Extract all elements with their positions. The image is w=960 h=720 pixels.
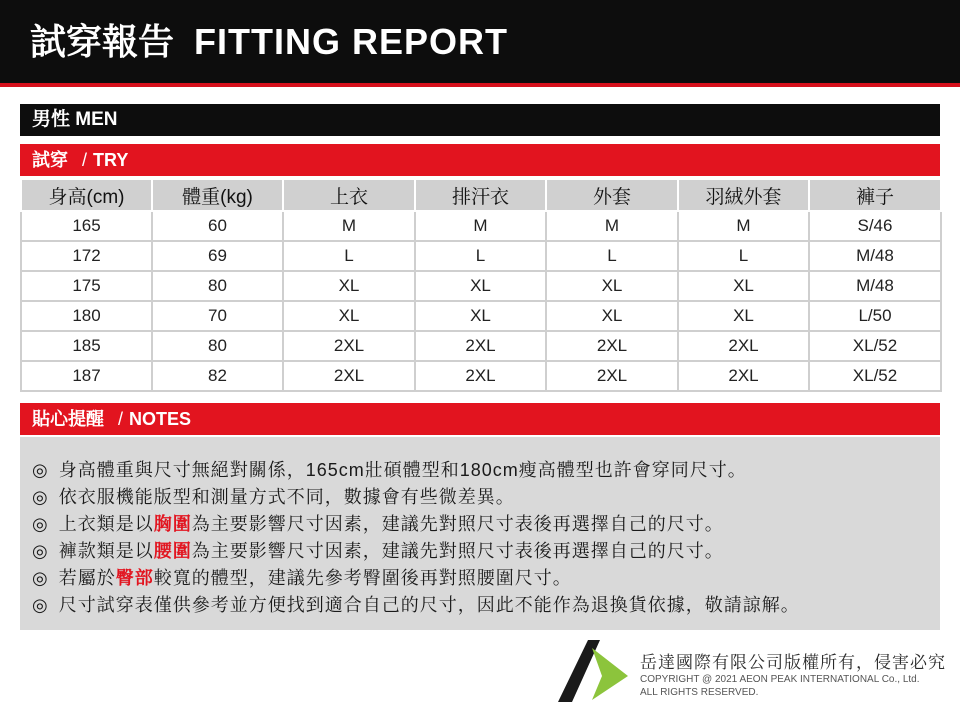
table-cell: 60 bbox=[152, 211, 283, 241]
header-sweat-shirt: 排汗衣 bbox=[415, 179, 546, 211]
header-jacket: 外套 bbox=[546, 179, 678, 211]
table-cell: L bbox=[415, 241, 546, 271]
try-label-en: TRY bbox=[93, 150, 129, 170]
note-text: 上衣類是以 bbox=[58, 514, 154, 534]
table-cell: 2XL bbox=[283, 331, 415, 361]
try-bar bbox=[20, 144, 940, 176]
table-cell: XL bbox=[415, 301, 546, 331]
table-cell: 175 bbox=[21, 271, 152, 301]
copyright-en-line2: ALL RIGHTS RESERVED. bbox=[640, 687, 759, 698]
table-cell: 2XL bbox=[546, 331, 678, 361]
table-cell: M/48 bbox=[809, 241, 941, 271]
table-cell: L bbox=[283, 241, 415, 271]
table-cell: 70 bbox=[152, 301, 283, 331]
bullet-icon: ◎ bbox=[32, 514, 49, 534]
note-highlight: 腰圍 bbox=[153, 541, 192, 561]
note-text: 尺寸試穿表僅供參考並方便找到適合自己的尺寸，因此不能作為退換貨依據，敬請諒解。 bbox=[58, 595, 800, 615]
page-title bbox=[30, 20, 508, 64]
note-item bbox=[32, 538, 940, 565]
table-cell: 2XL bbox=[678, 331, 809, 361]
table-cell: 69 bbox=[152, 241, 283, 271]
note-text: 若屬於 bbox=[58, 568, 116, 588]
notes-list bbox=[20, 437, 940, 630]
notes-bar bbox=[20, 403, 940, 435]
table-cell: 2XL bbox=[415, 361, 546, 391]
table-cell: L bbox=[546, 241, 678, 271]
header-weight: 體重(kg) bbox=[152, 179, 283, 211]
notes-label-cn: 貼心提醒 bbox=[32, 409, 104, 429]
copyright-en-line1: COPYRIGHT @ 2021 AEON PEAK INTERNATIONAL Co., Ltd. bbox=[640, 674, 920, 685]
table-cell: 172 bbox=[21, 241, 152, 271]
note-text: 身高體重與尺寸無絕對關係，165cm壯碩體型和180cm瘦高體型也許會穿同尺寸。 bbox=[58, 460, 747, 480]
table-cell: 185 bbox=[21, 331, 152, 361]
section-men-label: 男性 MEN bbox=[32, 109, 118, 130]
table-cell: 82 bbox=[152, 361, 283, 391]
bullet-icon: ◎ bbox=[32, 595, 49, 615]
table-cell: M/48 bbox=[809, 271, 941, 301]
table-row bbox=[21, 271, 941, 301]
table-cell: 80 bbox=[152, 271, 283, 301]
table-cell: 2XL bbox=[415, 331, 546, 361]
table-cell: XL bbox=[678, 301, 809, 331]
bullet-icon: ◎ bbox=[32, 460, 49, 480]
header-height: 身高(cm) bbox=[21, 179, 152, 211]
table-cell: XL/52 bbox=[809, 331, 941, 361]
copyright-cn: 岳達國際有限公司版權所有，侵害必究 bbox=[640, 653, 946, 672]
table-cell: M bbox=[283, 211, 415, 241]
header-accent-line bbox=[0, 83, 960, 87]
title-cn: 試穿報告 bbox=[30, 21, 175, 62]
table-cell: XL bbox=[283, 271, 415, 301]
note-item bbox=[32, 457, 940, 484]
table-cell: XL bbox=[546, 301, 678, 331]
table-cell: 2XL bbox=[283, 361, 415, 391]
table-cell: S/46 bbox=[809, 211, 941, 241]
table-cell: XL bbox=[678, 271, 809, 301]
header-bar bbox=[0, 0, 960, 83]
table-cell: L bbox=[678, 241, 809, 271]
bullet-icon: ◎ bbox=[32, 568, 49, 588]
note-highlight: 胸圍 bbox=[153, 514, 192, 534]
note-item bbox=[32, 565, 940, 592]
note-text: 褲款類是以 bbox=[58, 541, 154, 561]
table-cell: 2XL bbox=[678, 361, 809, 391]
table-cell: 187 bbox=[21, 361, 152, 391]
title-en: FITTING REPORT bbox=[194, 21, 509, 62]
try-slash: / bbox=[82, 150, 88, 170]
notes-slash: / bbox=[118, 409, 124, 429]
table-row bbox=[21, 331, 941, 361]
table-row bbox=[21, 361, 941, 391]
bullet-icon: ◎ bbox=[32, 487, 49, 507]
note-text: 為主要影響尺寸因素，建議先對照尺寸表後再選擇自己的尺寸。 bbox=[191, 541, 724, 561]
table-cell: XL/52 bbox=[809, 361, 941, 391]
table-cell: M bbox=[415, 211, 546, 241]
table-row bbox=[21, 241, 941, 271]
header-pants: 褲子 bbox=[809, 179, 941, 211]
table-cell: 165 bbox=[21, 211, 152, 241]
header-down-jacket: 羽絨外套 bbox=[678, 179, 809, 211]
table-cell: 80 bbox=[152, 331, 283, 361]
note-text: 依衣服機能版型和測量方式不同，數據會有些微差異。 bbox=[58, 487, 515, 507]
bullet-icon: ◎ bbox=[32, 541, 49, 561]
copyright-en bbox=[640, 673, 950, 699]
table-cell: XL bbox=[546, 271, 678, 301]
note-item bbox=[32, 592, 940, 619]
note-highlight: 臀部 bbox=[115, 568, 154, 588]
aeon-peak-logo-icon bbox=[558, 638, 628, 702]
note-text: 較寬的體型，建議先參考臀圍後再對照腰圍尺寸。 bbox=[153, 568, 572, 588]
table-header-row bbox=[21, 179, 941, 211]
table-cell: M bbox=[678, 211, 809, 241]
fitting-size-table bbox=[20, 178, 942, 392]
table-row bbox=[21, 211, 941, 241]
section-men-bar bbox=[20, 104, 940, 136]
table-cell: XL bbox=[283, 301, 415, 331]
note-item bbox=[32, 484, 940, 511]
notes-label-en: NOTES bbox=[129, 409, 192, 429]
try-label-cn: 試穿 bbox=[32, 150, 68, 170]
table-cell: XL bbox=[415, 271, 546, 301]
table-cell: M bbox=[546, 211, 678, 241]
table-cell: L/50 bbox=[809, 301, 941, 331]
note-item bbox=[32, 511, 940, 538]
table-cell: 2XL bbox=[546, 361, 678, 391]
header-top: 上衣 bbox=[283, 179, 415, 211]
table-cell: 180 bbox=[21, 301, 152, 331]
note-text: 為主要影響尺寸因素，建議先對照尺寸表後再選擇自己的尺寸。 bbox=[191, 514, 724, 534]
table-row bbox=[21, 301, 941, 331]
